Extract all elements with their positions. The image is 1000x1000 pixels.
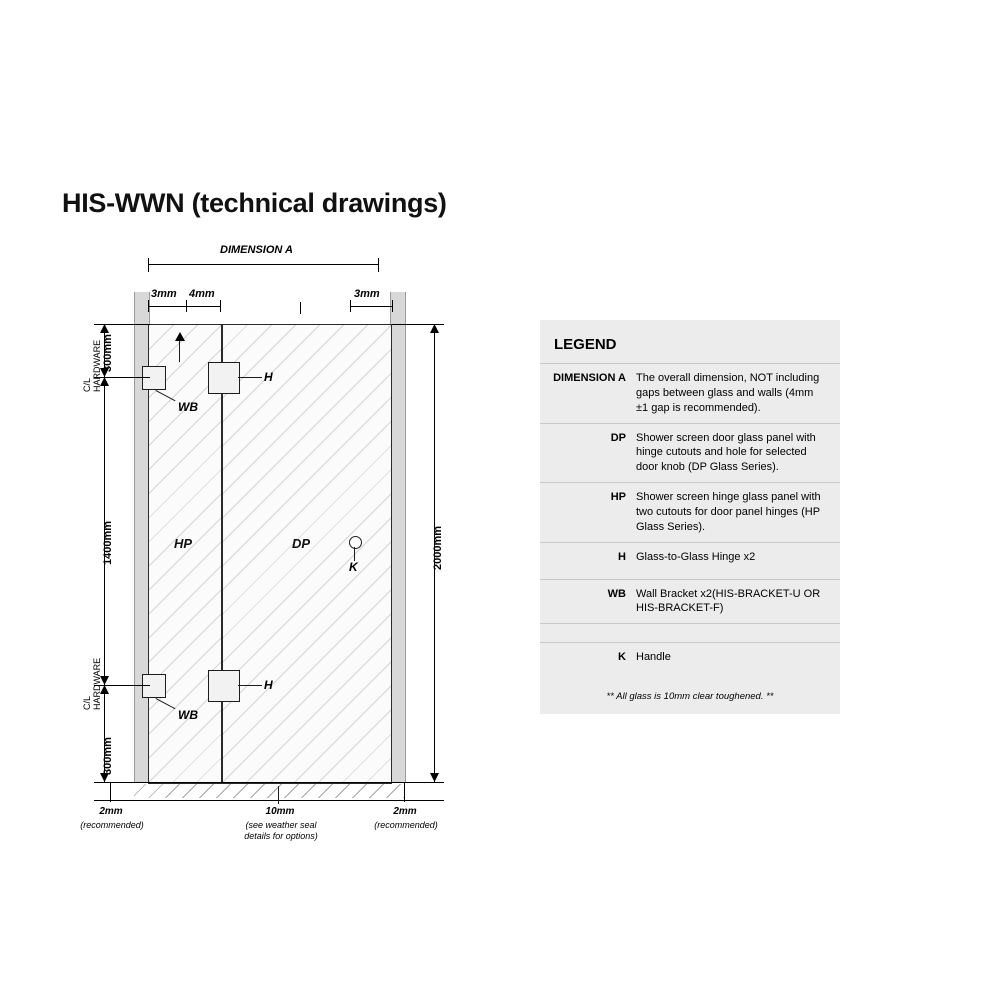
legend-key: K [618,651,626,664]
hinge-top [208,362,240,394]
dimension-a-tick-right [378,258,379,272]
wall-bracket-top [142,366,166,390]
cl-hardware-bottom-label: C/L HARDWARE [82,657,103,710]
wall-bracket-bottom-tag: WB [178,708,198,722]
hinge-panel-label: HP [174,536,193,551]
legend-row [540,363,840,423]
legend-desc: Wall Bracket x2(HIS-BRACKET-U OR HIS-BRACKET-F) [636,587,821,615]
wall-bracket-top-tag: WB [178,400,198,414]
hinge-bottom [208,670,240,702]
bottom-left-note: (recommended) [80,820,144,830]
bottom-right-value: 2mm [393,806,417,817]
door-glass-panel [222,324,392,784]
door-knob-hole [349,536,362,549]
legend-desc: Handle [636,651,671,664]
hinge-bottom-tag: H [264,678,273,692]
hinge-top-leader [238,377,262,378]
dimension-a-label: DIMENSION A [220,244,293,256]
gap-right-label: 3mm [354,288,380,300]
dim-1400-label: 1400mm [102,520,114,565]
bottom-center-value: 10mm [265,806,295,817]
bottom-center-note: (see weather seal details for options) [244,820,318,842]
gap-left-line [148,306,186,307]
gap-left-label: 3mm [151,288,177,300]
legend-desc: Glass-to-Glass Hinge x2 [636,550,756,563]
legend-row [540,579,840,624]
legend-panel [540,320,840,714]
legend-desc: Shower screen hinge glass panel with two cutouts for door panel hinges (HP Glass Series). [636,491,821,533]
gap-right-tick-2 [392,300,393,312]
legend-note: ** All glass is 10mm clear toughened. ** [606,691,774,703]
legend-desc: The overall dimension, NOT including gaps between glass and walls (4mm ±1 gap is recommended). [636,372,820,414]
door-panel-label: DP [292,536,311,551]
page-title: HIS-WWN (technical drawings) [62,188,447,218]
legend-row [540,642,840,679]
legend-title: LEGEND [554,336,617,353]
hinge-bottom-leader [238,685,262,686]
bottom-center-leader [278,786,279,804]
bottom-left-tick [110,782,111,802]
legend-row [540,542,840,579]
floor-hatch [134,784,404,798]
dimension-a-line [148,264,378,265]
legend-key: DIMENSION A [553,372,626,384]
legend-key: DP [610,431,626,444]
cl-hardware-top-label: C/L HARDWARE [82,339,103,392]
gap-door-tick [220,300,221,312]
dim-2000-arrow-down [429,773,440,782]
handle-tag: K [349,560,358,574]
hinge-top-tag: H [264,370,273,384]
dimension-a-tick-left [148,258,149,272]
dim-2000-label: 2000mm [432,525,444,570]
legend-key: H [618,550,626,563]
gap-door-line [186,306,220,307]
door-center-tick [300,302,301,314]
dim-top-300-arrow-up [99,324,110,333]
orientation-arrow-icon [174,332,186,342]
wall-bracket-bottom [142,674,166,698]
legend-row [540,423,840,483]
gap-right-line [350,306,392,307]
gap-left-tick-1 [148,300,149,312]
floor-line [94,782,444,783]
dim-2000-arrow-up [429,324,440,333]
handle-leader [354,547,355,561]
legend-spacer [540,623,840,642]
wall-right [390,292,406,782]
legend-desc: Shower screen door glass panel with hinge cutouts and hole for selected door knob (DP Glass Series). [636,431,816,474]
dim-bottom-300-label: 300mm [102,737,114,775]
bottom-right-note: (recommended) [374,820,438,830]
technical-drawing [60,240,480,840]
legend-key: WB [607,587,626,600]
gap-door-label: 4mm [189,288,215,300]
dim-1400-arrow-up [99,377,110,386]
bottom-left-value: 2mm [99,806,123,817]
legend-key: HP [610,491,626,504]
gap-right-tick-1 [350,300,351,312]
floor-base-line [94,800,444,801]
legend-row [540,482,840,542]
bottom-right-tick [404,782,405,802]
dim-top-300-label: 300mm [102,334,114,372]
